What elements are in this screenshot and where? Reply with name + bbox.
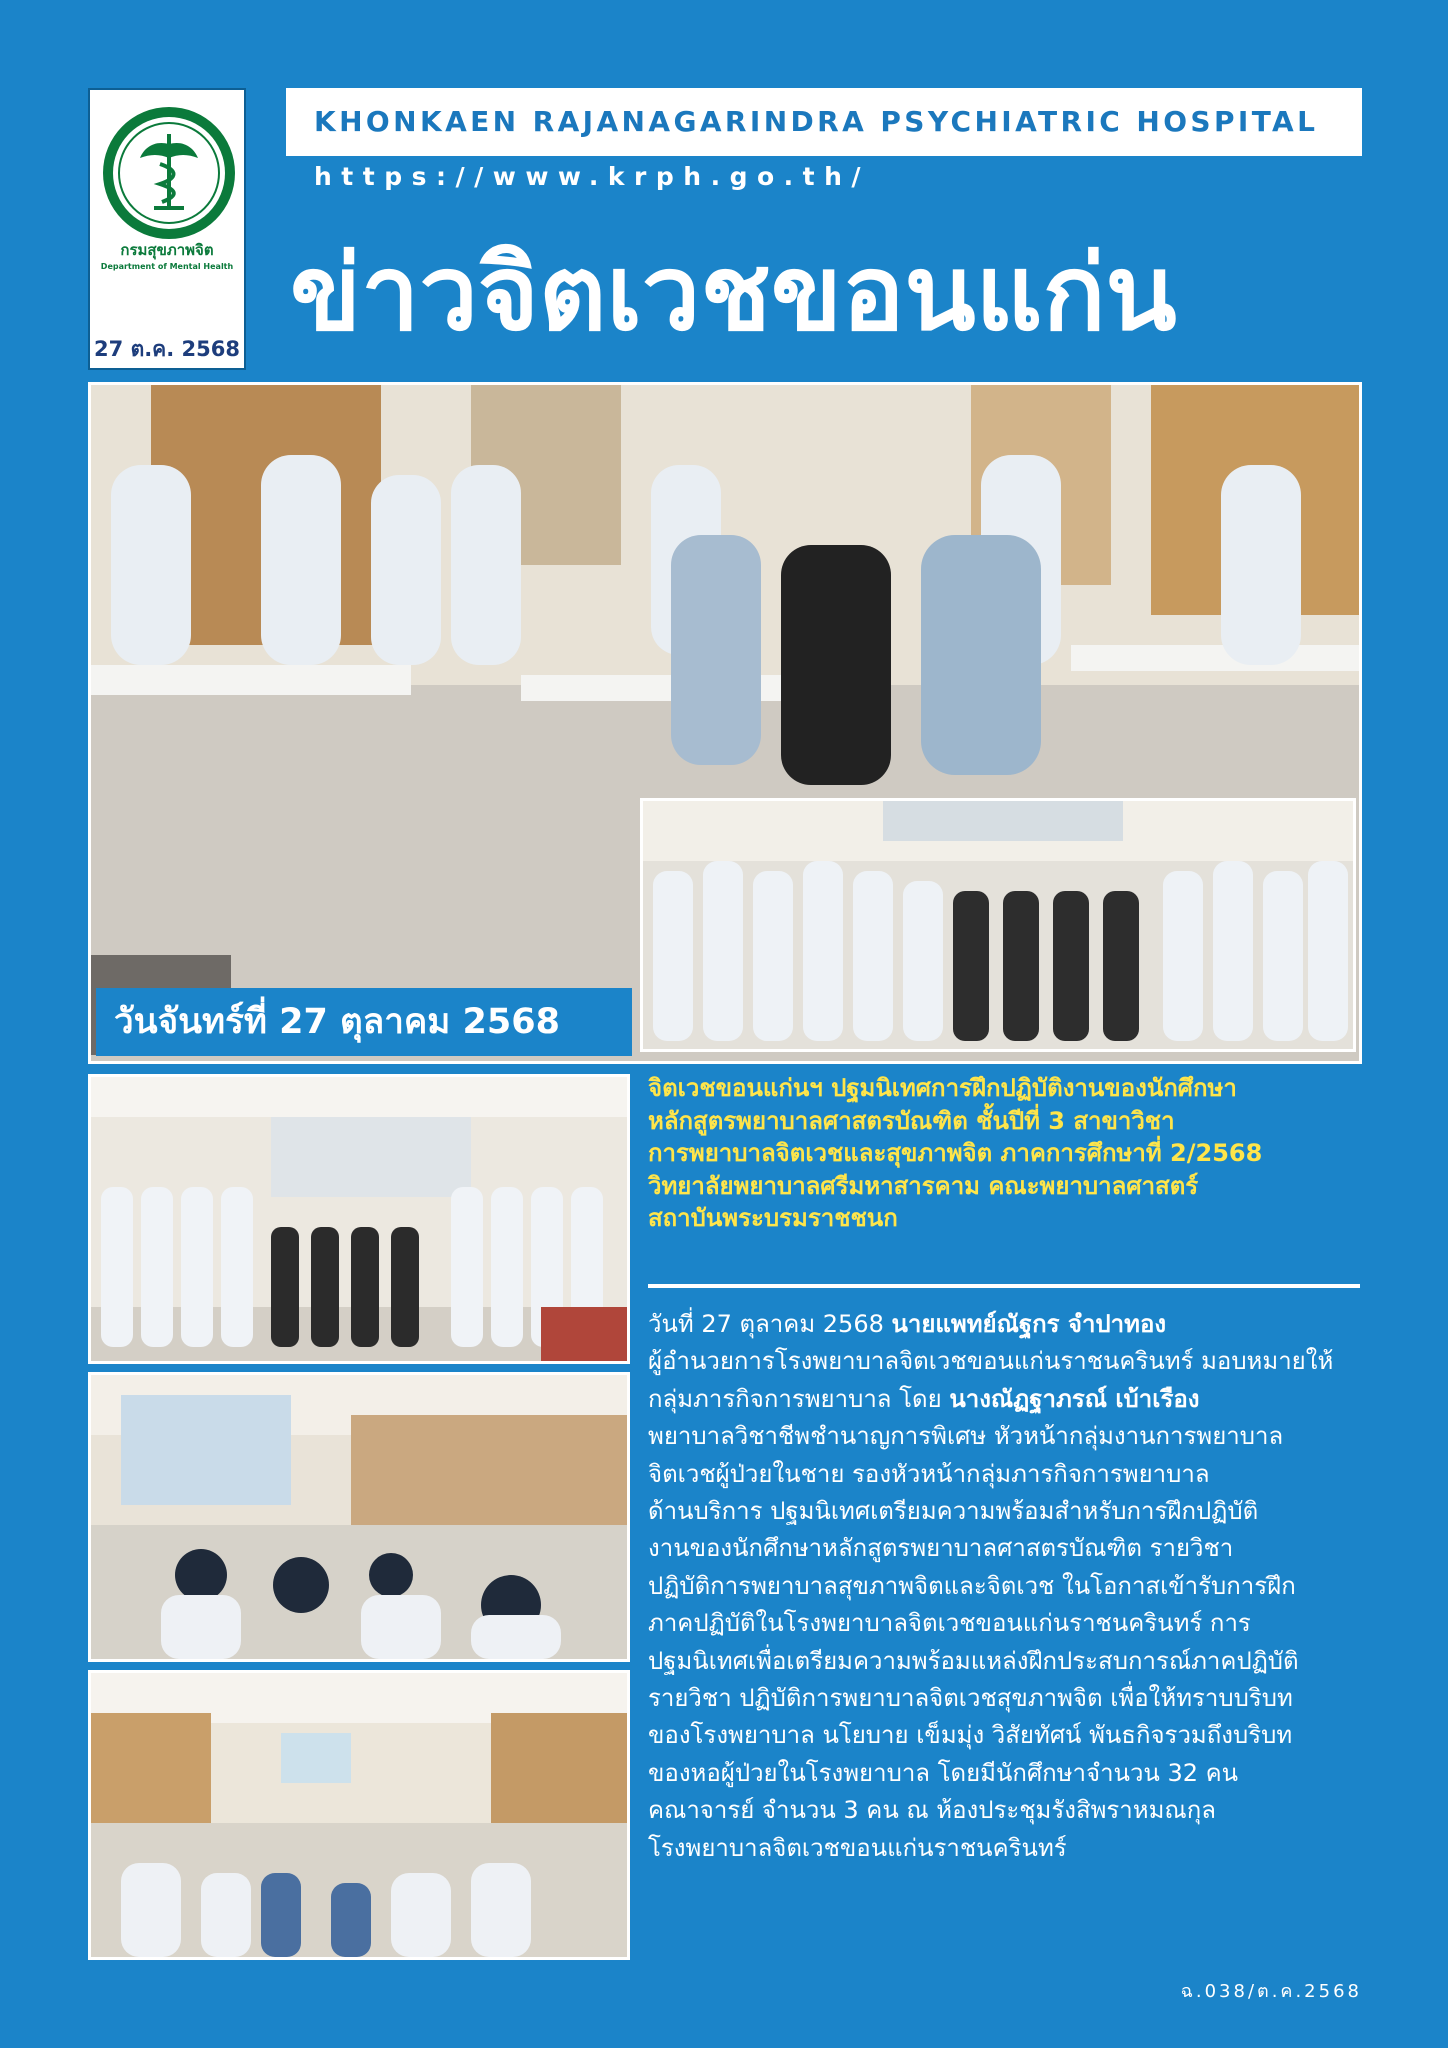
body-line: ผู้อำนวยการโรงพยาบาลจิตเวชขอนแก่นราชนครินทร์ มอบหมายให้ [648,1347,1334,1376]
headline-line: สถาบันพระบรมราชชนก [648,1204,898,1233]
body-date: วันที่ 27 ตุลาคม 2568 [648,1310,892,1338]
hospital-name-bar: KHONKAEN RAJANAGARINDRA PSYCHIATRIC HOSPITAL [286,88,1362,156]
body-line [648,1306,1360,1343]
lecture-photo-audience [88,1670,630,1960]
lecture-photo-projector [88,1372,630,1662]
body-line: ปฐมนิเทศเพื่อเตรียมความพร้อมแหล่งฝึกประสบการณ์ภาคปฏิบัติ [648,1646,1299,1675]
news-headline [648,1072,1360,1235]
divider [648,1284,1360,1288]
masthead-title: ข่าวจิตเวชขอนแก่น [290,232,1177,354]
news-body [648,1306,1360,1867]
headline-line: วิทยาลัยพยาบาลศรีมหาสารคาม คณะพยาบาลศาสตร์ [648,1171,1199,1200]
body-line: งานของนักศึกษาหลักสูตรพยาบาลศาสตรบัณฑิต รายวิชา [648,1534,1234,1563]
headline-line: จิตเวชขอนแก่นฯ ปฐมนิเทศการฝึกปฏิบัติงานของนักศึกษา [648,1074,1237,1102]
headline-line: หลักสูตรพยาบาลศาสตรบัณฑิต ชั้นปีที่ 3 สาขาวิชา [648,1106,1175,1135]
body-line: รายวิชา ปฏิบัติการพยาบาลจิตเวชสุขภาพจิต เพื่อให้ทราบบริบท [648,1684,1293,1713]
event-date-banner: วันจันทร์ที่ 27 ตุลาคม 2568 [96,988,632,1056]
body-line: ของหอผู้ป่วยในโรงพยาบาล โดยมีนักศึกษาจำนวน 32 คน [648,1758,1239,1787]
dept-name-thai: กรมสุขภาพจิต [120,241,214,259]
ministry-seal-icon [100,104,238,242]
nurse-name: นางณัฏฐาภรณ์ เบ้าเรือง [949,1384,1200,1413]
body-line: ด้านบริการ ปฐมนิเทศเตรียมความพร้อมสำหรับการฝึกปฏิบัติ [648,1497,1259,1526]
ministry-logo-box [88,88,246,370]
body-line: จิตเวชผู้ป่วยในชาย รองหัวหน้ากลุ่มภารกิจการพยาบาล [648,1459,1210,1488]
body-line: พยาบาลวิชาชีพชำนาญการพิเศษ หัวหน้ากลุ่มงานการพยาบาล [648,1422,1284,1451]
dept-name-english: Department of Mental Health [100,262,234,271]
body-line: ของโรงพยาบาล นโยบาย เข็มมุ่ง วิสัยทัศน์ พันธกิจรวมถึงบริบท [648,1721,1293,1750]
body-line: ภาคปฏิบัติในโรงพยาบาลจิตเวชขอนแก่นราชนครินทร์ การ [648,1609,1251,1638]
hospital-url[interactable]: https://www.krph.go.th/ [314,162,871,191]
director-name: นายแพทย์ณัฐกร จำปาทอง [891,1310,1167,1338]
group-photo-stage [88,1074,630,1364]
body-line: คณาจารย์ จำนวน 3 คน ณ ห้องประชุมรังสิพราหมณกุล [648,1796,1216,1825]
body-line [648,1381,1360,1418]
inset-group-photo [640,798,1356,1052]
body-line: ปฏิบัติการพยาบาลสุขภาพจิตและจิตเวช ในโอกาสเข้ารับการฝึก [648,1571,1296,1600]
headline-line: การพยาบาลจิตเวชและสุขภาพจิต ภาคการศึกษาที่ 2/2568 [648,1139,1263,1168]
issue-date: 27 ต.ค. 2568 [94,337,240,361]
body-text: กลุ่มภารกิจการพยาบาล โดย [648,1384,950,1413]
document-code: ฉ.038/ต.ค.2568 [1180,1981,1362,2002]
body-line: โรงพยาบาลจิตเวชขอนแก่นราชนครินทร์ [648,1833,1067,1862]
